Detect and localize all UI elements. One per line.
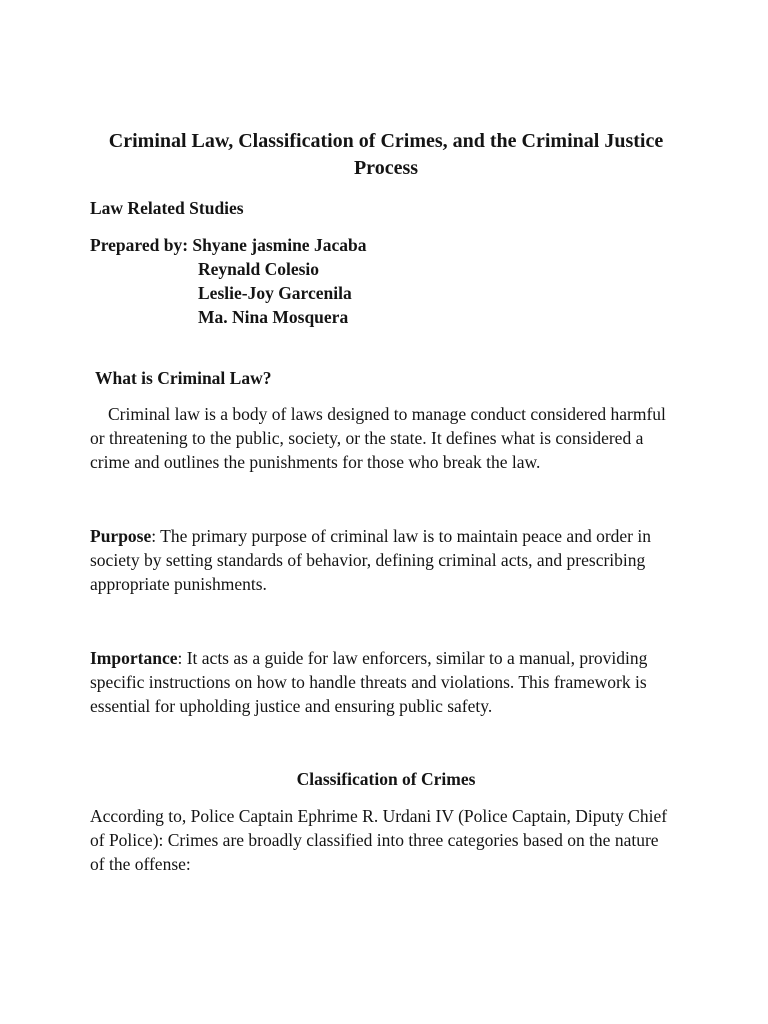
paragraph-line: society by setting standards of behavior, defining criminal acts, and prescribing — [90, 550, 646, 570]
paragraph-purpose — [90, 524, 651, 596]
paragraph-line: According to, Police Captain Ephrime R. Urdani IV (Police Captain, Diputy Chief — [90, 806, 668, 826]
importance-label: Importance — [90, 648, 178, 668]
prepared-by-block — [90, 233, 366, 329]
author-name: Ma. Nina Mosquera — [198, 307, 349, 327]
paragraph-line: crime and outlines the punishments for those who break the law. — [90, 452, 541, 472]
section-heading-classification: Classification of Crimes — [296, 769, 476, 789]
paragraph-line — [90, 646, 647, 670]
title-line: Process — [353, 157, 419, 179]
purpose-label: Purpose — [90, 526, 152, 546]
paragraph-line: specific instructions on how to handle threats and violations. This framework is — [90, 672, 647, 692]
paragraph-line: Criminal law is a body of laws designed to manage conduct considered harmful — [108, 404, 666, 424]
section-heading-criminal-law: What is Criminal Law? — [95, 368, 272, 388]
prepared-by-line — [90, 233, 366, 257]
paragraph-text: : The primary purpose of criminal law is to maintain peace and order in — [151, 526, 651, 546]
paragraph-line: essential for upholding justice and ensuring public safety. — [90, 696, 493, 716]
title-line: Criminal Law, Classification of Crimes, and the Criminal Justice — [108, 130, 664, 152]
paragraph-criminal-law — [90, 402, 666, 474]
author-name: Shyane jasmine Jacaba — [192, 235, 367, 255]
paragraph-classification — [90, 804, 667, 876]
author-name: Reynald Colesio — [198, 259, 320, 279]
paragraph-line: of Police): Crimes are broadly classified into three categories based on the nature — [90, 830, 659, 850]
prepared-by-label: Prepared by: — [90, 235, 189, 255]
subject-heading: Law Related Studies — [90, 198, 244, 218]
paragraph-line: appropriate punishments. — [90, 574, 267, 594]
paragraph-line: or threatening to the public, society, or the state. It defines what is considered a — [90, 428, 644, 448]
paragraph-text: : It acts as a guide for law enforcers, similar to a manual, providing — [177, 648, 648, 668]
paragraph-line — [90, 524, 651, 548]
paragraph-line: of the offense: — [90, 854, 191, 874]
paragraph-importance — [90, 646, 647, 718]
document-title — [90, 128, 682, 182]
author-name: Leslie-Joy Garcenila — [198, 283, 352, 303]
